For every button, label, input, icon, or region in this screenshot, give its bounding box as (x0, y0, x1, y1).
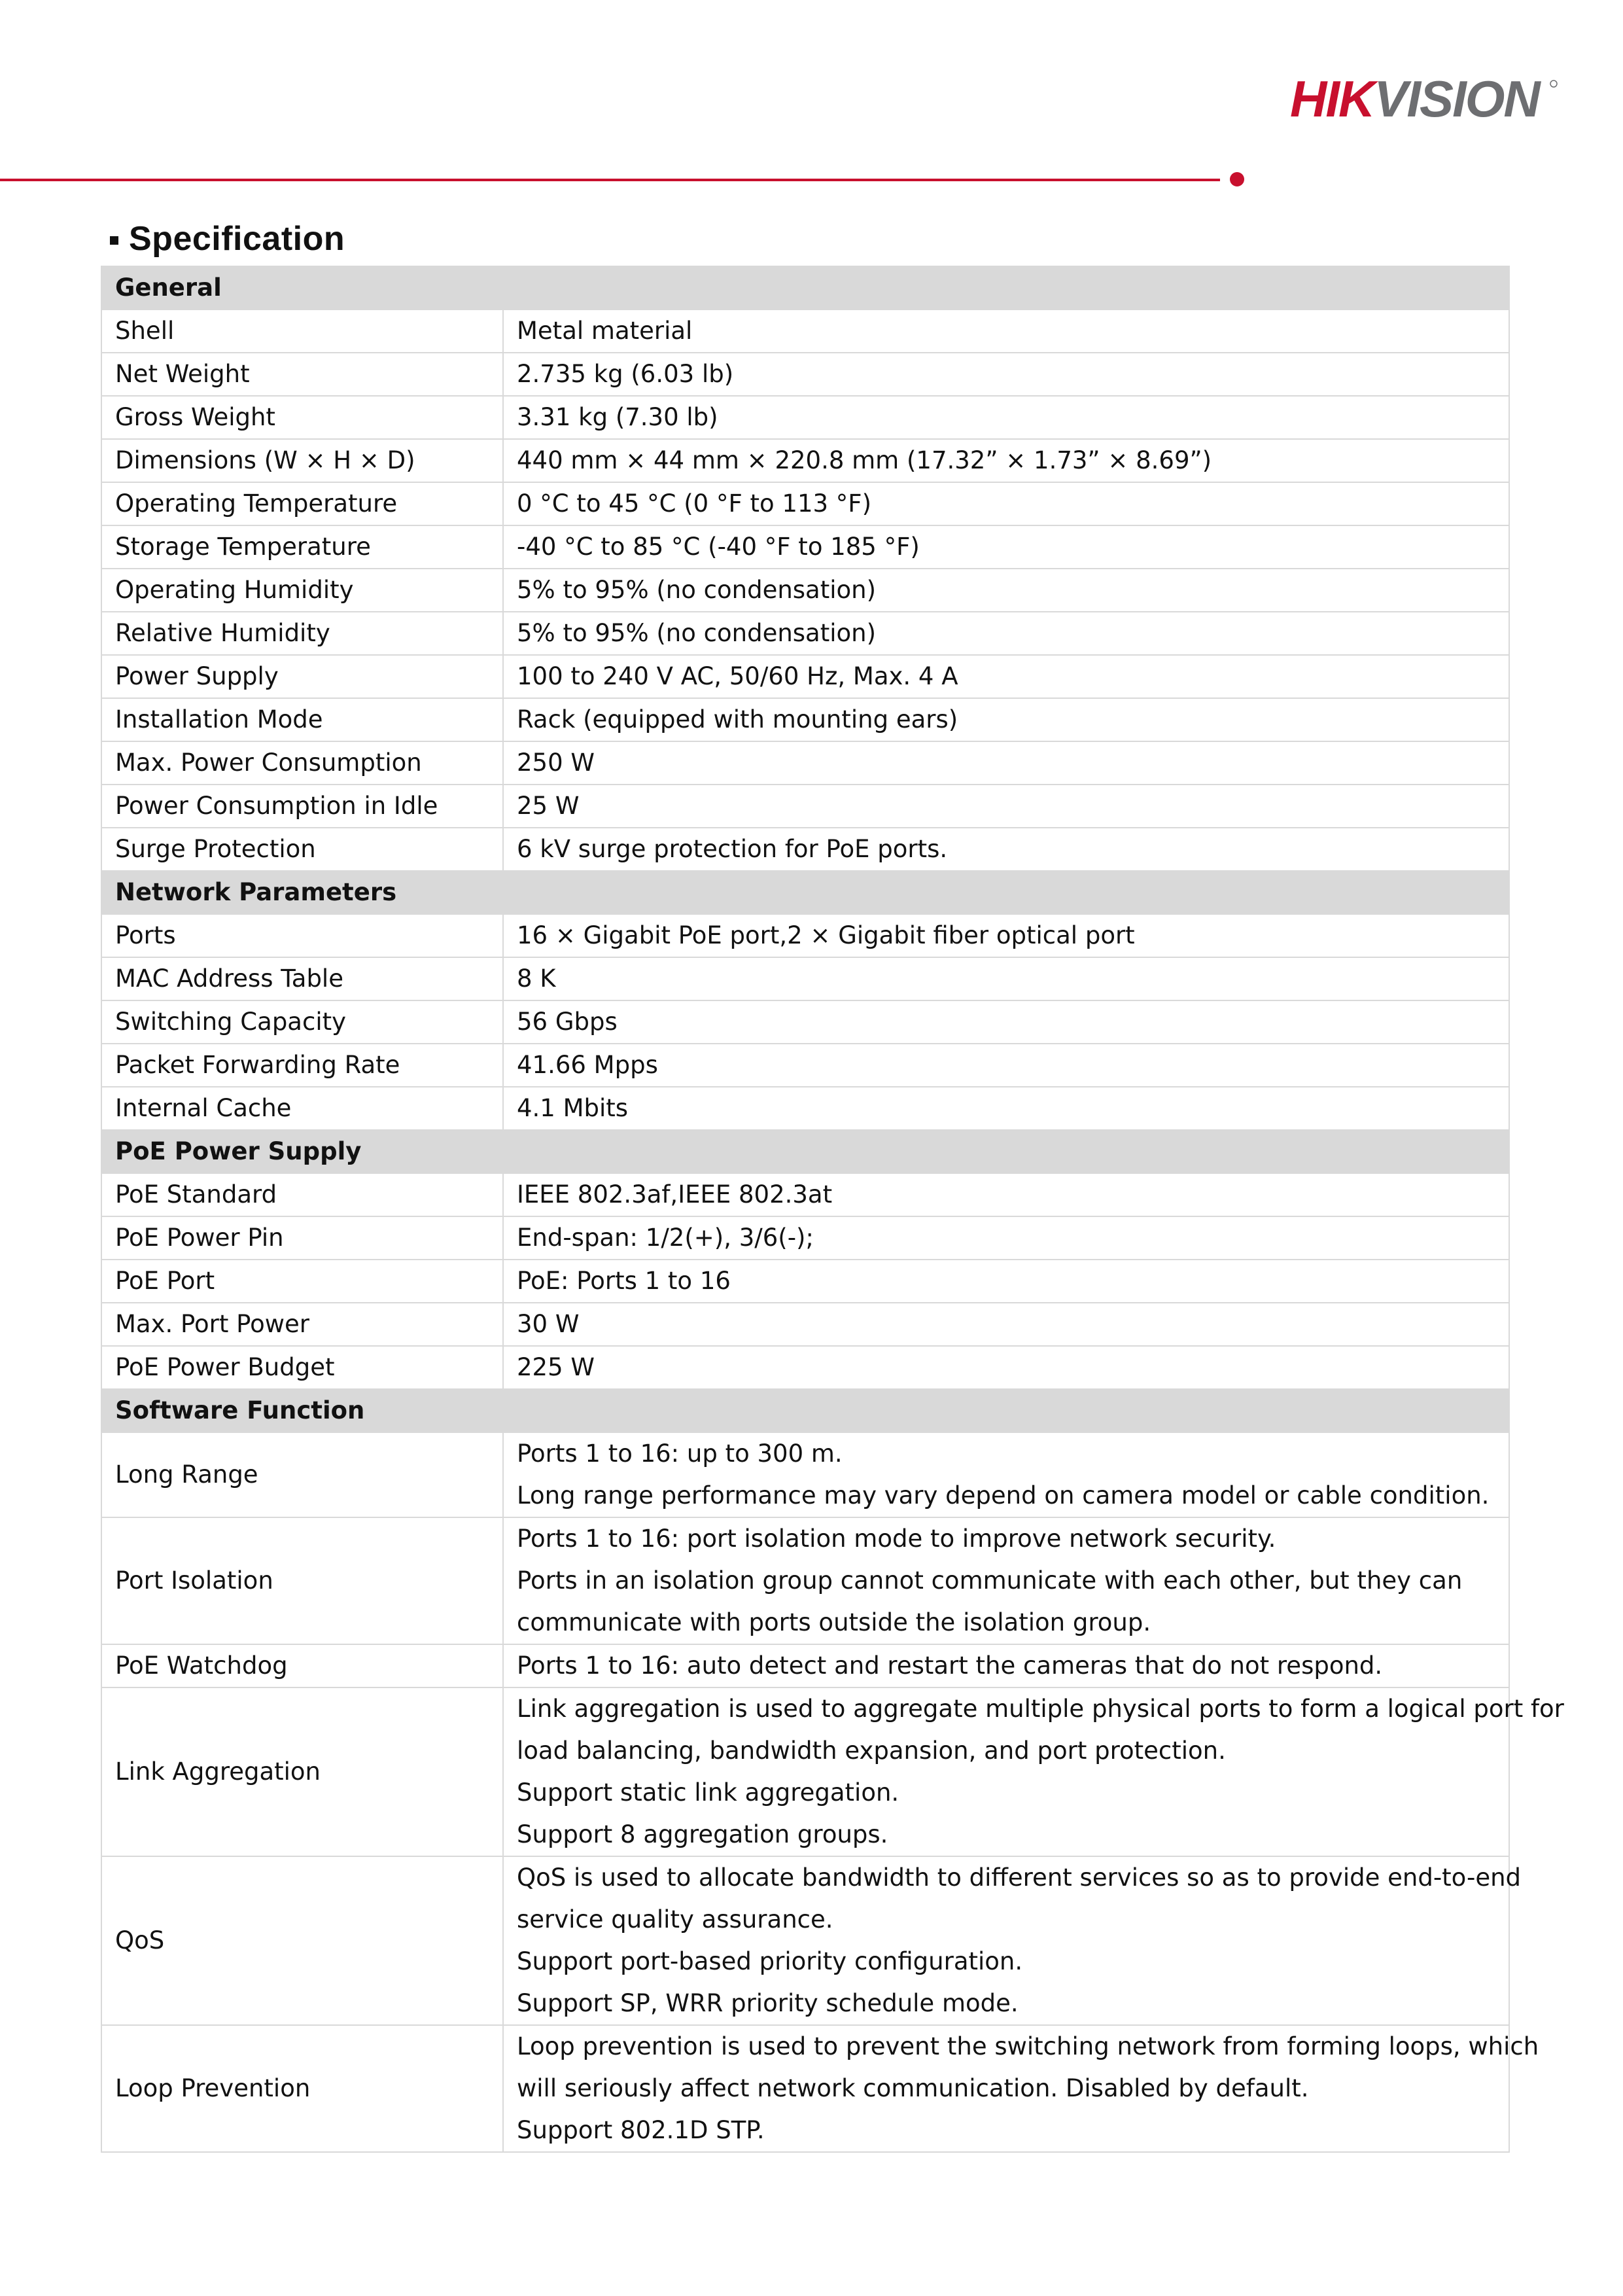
spec-value (503, 482, 1509, 525)
spec-value-line: Long range performance may vary depend on camera model or cable condition. (517, 1481, 1490, 1510)
spec-value-line: 440 mm × 44 mm × 220.8 mm (17.32” × 1.73” × 8.69”) (517, 446, 1212, 474)
table-row (101, 1260, 1509, 1303)
spec-value (503, 1346, 1509, 1389)
spec-value (503, 353, 1509, 396)
spec-value-line: Ports 1 to 16: up to 300 m. (517, 1439, 843, 1468)
spec-label: Internal Cache (101, 1087, 503, 1130)
spec-value (503, 612, 1509, 655)
table-row (101, 569, 1509, 612)
section-heading (110, 216, 345, 262)
spec-value-line: Ports 1 to 16: auto detect and restart the cameras that do not respond. (517, 1651, 1383, 1680)
spec-value (503, 1173, 1509, 1216)
spec-value-line: 5% to 95% (no condensation) (517, 619, 877, 647)
table-row (101, 1517, 1509, 1644)
group-title: Software Function (101, 1389, 1509, 1432)
specification-table (101, 266, 1564, 2153)
spec-value-line: 56 Gbps (517, 1008, 618, 1036)
spec-value (503, 569, 1509, 612)
group-header-row (101, 1389, 1509, 1432)
spec-value (503, 1044, 1509, 1087)
spec-value-line: 4.1 Mbits (517, 1094, 629, 1122)
spec-label: Power Consumption in Idle (101, 785, 503, 828)
spec-label: Link Aggregation (101, 1687, 503, 1856)
spec-label: Dimensions (W × H × D) (101, 439, 503, 482)
header-divider-dot (1230, 172, 1244, 186)
spec-value-line: Support static link aggregation. (517, 1778, 899, 1807)
spec-value-line: Link aggregation is used to aggregate multiple physical ports to form a logical port for (517, 1695, 1564, 1723)
spec-label: Gross Weight (101, 396, 503, 439)
spec-label: Relative Humidity (101, 612, 503, 655)
spec-value (503, 957, 1509, 1000)
spec-value (503, 1260, 1509, 1303)
spec-value (503, 828, 1509, 871)
spec-value-line: Support port-based priority configuration. (517, 1947, 1023, 1975)
spec-value-line: 16 × Gigabit PoE port,2 × Gigabit fiber optical port (517, 921, 1135, 949)
table-row (101, 353, 1509, 396)
spec-value-line: QoS is used to allocate bandwidth to different services so as to provide end-to-end (517, 1863, 1522, 1892)
spec-label: Shell (101, 309, 503, 353)
spec-value (503, 741, 1509, 785)
spec-value (503, 655, 1509, 698)
spec-value-line: IEEE 802.3af,IEEE 802.3at (517, 1180, 833, 1209)
spec-label: Surge Protection (101, 828, 503, 871)
spec-value (503, 1856, 1522, 2025)
spec-value (503, 1644, 1509, 1687)
spec-value-line: 6 kV surge protection for PoE ports. (517, 835, 948, 863)
spec-value (503, 525, 1509, 569)
spec-label: Installation Mode (101, 698, 503, 741)
table-row (101, 1303, 1509, 1346)
table-row (101, 1173, 1509, 1216)
spec-value-line: Metal material (517, 317, 693, 345)
spec-label: PoE Watchdog (101, 1644, 503, 1687)
spec-value (503, 1303, 1509, 1346)
spec-value (503, 1000, 1509, 1044)
spec-value-line: Loop prevention is used to prevent the switching network from forming loops, which (517, 2032, 1539, 2060)
table-row (101, 525, 1509, 569)
spec-value-line: Support 802.1D STP. (517, 2116, 765, 2144)
spec-value-line: PoE: Ports 1 to 16 (517, 1267, 731, 1295)
spec-value (503, 396, 1509, 439)
spec-label: Long Range (101, 1432, 503, 1517)
group-title: Network Parameters (101, 871, 1509, 914)
spec-value-line: -40 °C to 85 °C (-40 °F to 185 °F) (517, 533, 920, 561)
spec-value (503, 2025, 1539, 2152)
spec-value-line: 25 W (517, 792, 580, 820)
table-row (101, 698, 1509, 741)
spec-value (503, 1432, 1509, 1517)
spec-value-line: will seriously affect network communication. Disabled by default. (517, 2074, 1309, 2102)
table-row (101, 957, 1509, 1000)
spec-value-line: 30 W (517, 1310, 580, 1338)
spec-label: Storage Temperature (101, 525, 503, 569)
hikvision-logo (1289, 69, 1563, 130)
spec-value-line: Support 8 aggregation groups. (517, 1820, 888, 1848)
table-row (101, 1216, 1509, 1260)
spec-value (503, 1216, 1509, 1260)
spec-label: Loop Prevention (101, 2025, 503, 2152)
spec-label: Operating Humidity (101, 569, 503, 612)
table-row (101, 741, 1509, 785)
table-row (101, 309, 1509, 353)
spec-value-line: service quality assurance. (517, 1905, 833, 1934)
spec-label: PoE Power Pin (101, 1216, 503, 1260)
table-row (101, 396, 1509, 439)
table-row (101, 439, 1509, 482)
page-title: Specification (129, 220, 345, 258)
table-row (101, 914, 1509, 957)
spec-value (503, 785, 1509, 828)
table-row (101, 1346, 1509, 1389)
spec-value-line: 0 °C to 45 °C (0 °F to 113 °F) (517, 489, 872, 518)
spec-label: Max. Power Consumption (101, 741, 503, 785)
spec-value-line: 41.66 Mpps (517, 1051, 658, 1079)
table-row (101, 1644, 1509, 1687)
spec-value (503, 1687, 1564, 1856)
table-row (101, 612, 1509, 655)
group-title: PoE Power Supply (101, 1130, 1509, 1173)
heading-bullet-icon (110, 236, 118, 245)
spec-label: Power Supply (101, 655, 503, 698)
spec-label: PoE Power Budget (101, 1346, 503, 1389)
table-row (101, 1087, 1509, 1130)
spec-value-line: End-span: 1/2(+), 3/6(-); (517, 1224, 814, 1252)
spec-value (503, 1087, 1509, 1130)
header-divider-line (0, 179, 1220, 181)
spec-value (503, 698, 1509, 741)
spec-label: Net Weight (101, 353, 503, 396)
spec-value (503, 439, 1509, 482)
spec-label: Packet Forwarding Rate (101, 1044, 503, 1087)
table-row (101, 785, 1509, 828)
spec-value (503, 309, 1509, 353)
group-header-row (101, 871, 1509, 914)
spec-label: Ports (101, 914, 503, 957)
spec-value-line: 100 to 240 V AC, 50/60 Hz, Max. 4 A (517, 662, 958, 690)
spec-label: PoE Port (101, 1260, 503, 1303)
spec-value-line: 250 W (517, 749, 595, 777)
spec-label: QoS (101, 1856, 503, 2025)
spec-value-line: 2.735 kg (6.03 lb) (517, 360, 734, 388)
table-row (101, 828, 1509, 871)
group-header-row (101, 1130, 1509, 1173)
group-header-row (101, 266, 1509, 309)
spec-label: Operating Temperature (101, 482, 503, 525)
spec-label: Switching Capacity (101, 1000, 503, 1044)
table-row (101, 2025, 1509, 2152)
spec-value-line: 5% to 95% (no condensation) (517, 576, 877, 604)
spec-value-line: 8 K (517, 964, 556, 993)
table-row (101, 482, 1509, 525)
svg-text:HIKVISION: HIKVISION (1290, 70, 1539, 128)
spec-value-line: communicate with ports outside the isolation group. (517, 1608, 1151, 1636)
spec-label: PoE Standard (101, 1173, 503, 1216)
spec-value-line: Support SP, WRR priority schedule mode. (517, 1989, 1019, 2017)
group-title: General (101, 266, 1509, 309)
spec-label: Max. Port Power (101, 1303, 503, 1346)
spec-value-line: Ports 1 to 16: port isolation mode to improve network security. (517, 1525, 1276, 1553)
spec-value-line: 3.31 kg (7.30 lb) (517, 403, 718, 431)
spec-label: Port Isolation (101, 1517, 503, 1644)
spec-value (503, 1517, 1509, 1644)
table-row (101, 1044, 1509, 1087)
table-row (101, 1432, 1509, 1517)
spec-value-line: 225 W (517, 1353, 595, 1381)
table-row (101, 1687, 1509, 1856)
spec-value-line: load balancing, bandwidth expansion, and port protection. (517, 1737, 1226, 1765)
table-row (101, 1000, 1509, 1044)
spec-value-line: Rack (equipped with mounting ears) (517, 705, 958, 733)
table-row (101, 1856, 1509, 2025)
spec-value-line: Ports in an isolation group cannot communicate with each other, but they can (517, 1566, 1463, 1595)
spec-label: MAC Address Table (101, 957, 503, 1000)
table-row (101, 655, 1509, 698)
spec-value (503, 914, 1509, 957)
